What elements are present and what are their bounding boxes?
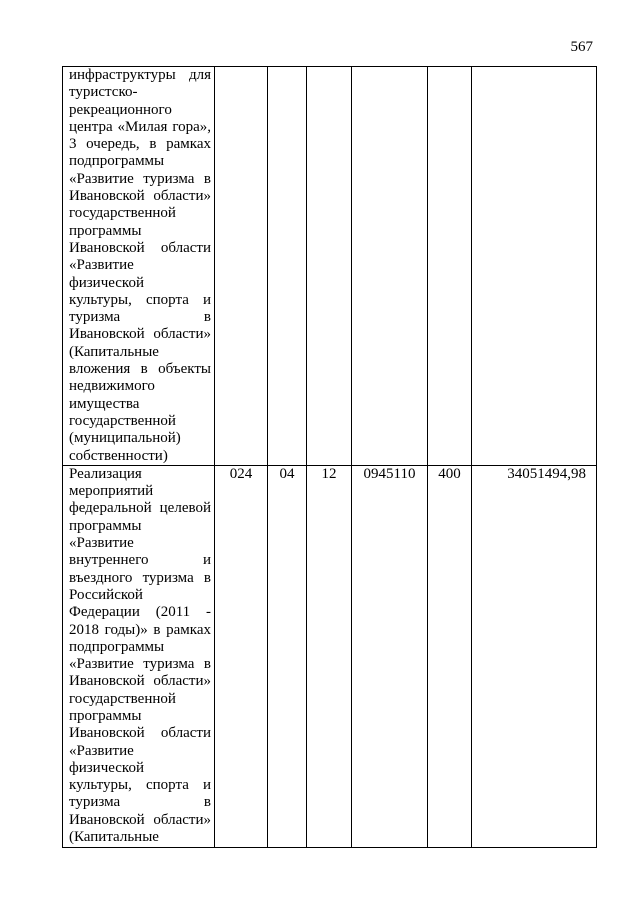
- description-line: Федерации (2011 -: [69, 604, 211, 621]
- description-line: государственной: [69, 412, 176, 429]
- table-row: [63, 465, 597, 847]
- description-line: (муниципальной): [69, 430, 181, 447]
- section-code: 04: [279, 465, 295, 482]
- description-line: недвижимого: [69, 378, 155, 395]
- subsection-code: 12: [321, 465, 337, 482]
- description-cell: [63, 67, 215, 466]
- description-line: государственной: [69, 205, 176, 222]
- section-code-cell: [268, 465, 307, 847]
- description-line: Ивановской области: [69, 239, 211, 256]
- description-line: культуры, спорта и: [69, 777, 211, 794]
- description-line: физической: [69, 759, 144, 776]
- ministry-code-cell: [215, 465, 268, 847]
- ministry-code: 024: [229, 465, 253, 482]
- description-line: 2018 годы)» в рамках: [69, 621, 211, 638]
- description-line: «Развитие: [69, 742, 134, 759]
- subsection-code-cell: [307, 465, 352, 847]
- target-article: 0945110: [363, 465, 416, 482]
- description-line: туризма в: [69, 794, 211, 811]
- description-line: Ивановской области»: [69, 811, 211, 828]
- description-line: «Развитие: [69, 257, 134, 274]
- description-line: инфраструктуры для: [69, 67, 211, 83]
- table-row: [63, 67, 597, 466]
- ministry-code-cell: [215, 67, 268, 466]
- description-line: внутреннего и: [69, 552, 211, 569]
- description-line: Ивановской области: [69, 725, 211, 742]
- description-line: федеральной целевой: [69, 500, 211, 517]
- description-line: собственности): [69, 447, 168, 464]
- expense-type: 400: [438, 465, 461, 482]
- description-line: туристско-: [69, 84, 138, 101]
- description-line: центра «Милая гора»,: [69, 118, 211, 135]
- description-line: программы: [69, 222, 142, 239]
- description-line: Реализация: [69, 465, 142, 482]
- description-line: (Капитальные: [69, 343, 159, 360]
- description-line: «Развитие: [69, 535, 134, 552]
- expense-type-cell: [428, 67, 472, 466]
- section-code-cell: [268, 67, 307, 466]
- description-line: вложения в объекты: [69, 361, 211, 378]
- description-line: (Капитальные: [69, 829, 159, 846]
- description-line: «Развитие туризма в: [69, 656, 211, 673]
- budget-table: [62, 66, 597, 848]
- amount: 34051494,98: [507, 465, 586, 482]
- description-line: программы: [69, 517, 142, 534]
- expense-type-cell: [428, 465, 472, 847]
- description-line: Российской: [69, 586, 143, 603]
- description-line: туризма в: [69, 309, 211, 326]
- description-line: подпрограммы: [69, 153, 165, 170]
- description-line: въездного туризма в: [69, 569, 211, 586]
- description-line: 3 очередь, в рамках: [69, 136, 211, 153]
- description-line: мероприятий: [69, 483, 154, 500]
- description-line: подпрограммы: [69, 638, 165, 655]
- description-line: Ивановской области»: [69, 326, 211, 343]
- table-body: [63, 67, 597, 848]
- amount-cell: [472, 67, 597, 466]
- description-line: программы: [69, 707, 142, 724]
- description-line: Ивановской области»: [69, 188, 211, 205]
- description-line: Ивановской области»: [69, 673, 211, 690]
- description-line: государственной: [69, 690, 176, 707]
- description-line: культуры, спорта и: [69, 291, 211, 308]
- description-line: «Развитие туризма в: [69, 170, 211, 187]
- description-cell: [63, 465, 215, 847]
- description-line: рекреационного: [69, 101, 172, 118]
- subsection-code-cell: [307, 67, 352, 466]
- target-article-cell: [352, 465, 428, 847]
- description-line: имущества: [69, 395, 140, 412]
- page-number: 567: [570, 39, 593, 55]
- amount-cell: [472, 465, 597, 847]
- description-line: физической: [69, 274, 144, 291]
- target-article-cell: [352, 67, 428, 466]
